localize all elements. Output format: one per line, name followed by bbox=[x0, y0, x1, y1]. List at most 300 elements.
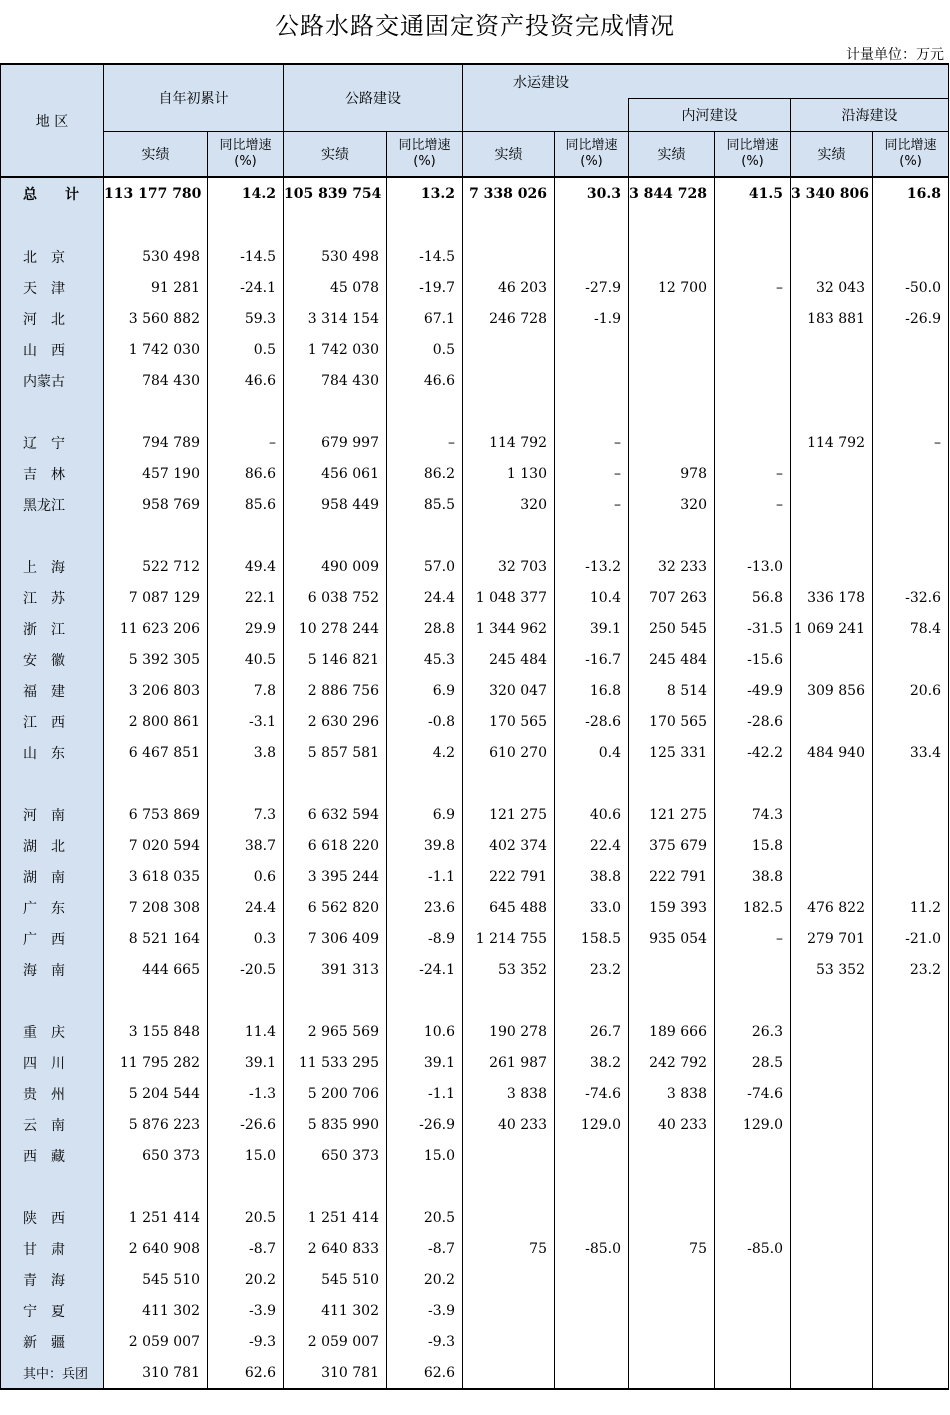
value-cell: -24.1 bbox=[208, 272, 284, 303]
value-cell: 3 560 882 bbox=[104, 303, 208, 334]
value-cell: 11 795 282 bbox=[104, 1047, 208, 1078]
value-cell: 1 251 414 bbox=[104, 1202, 208, 1233]
value-cell: -85.0 bbox=[555, 1233, 629, 1264]
value-cell bbox=[387, 520, 463, 551]
value-cell: 679 997 bbox=[284, 427, 387, 458]
value-cell bbox=[387, 210, 463, 241]
region-cell bbox=[1, 520, 104, 551]
page-title: 公路水路交通固定资产投资完成情况 bbox=[275, 12, 675, 40]
value-cell: 49.4 bbox=[208, 551, 284, 582]
region-cell: 上 海 bbox=[1, 551, 104, 582]
value-cell bbox=[208, 985, 284, 1016]
value-cell: 2 640 833 bbox=[284, 1233, 387, 1264]
value-cell: -49.9 bbox=[715, 675, 791, 706]
value-cell bbox=[284, 396, 387, 427]
value-cell bbox=[873, 520, 949, 551]
region-cell: 海 南 bbox=[1, 954, 104, 985]
value-cell bbox=[791, 1109, 873, 1140]
value-cell bbox=[873, 1109, 949, 1140]
region-cell: 新 疆 bbox=[1, 1326, 104, 1357]
subheader-actual-inland: 实绩 bbox=[629, 132, 715, 178]
value-cell: 46.6 bbox=[387, 365, 463, 396]
value-cell: 114 792 bbox=[463, 427, 555, 458]
value-cell: -9.3 bbox=[208, 1326, 284, 1357]
subheader-actual-coastal: 实绩 bbox=[791, 132, 873, 178]
value-cell: – bbox=[555, 427, 629, 458]
value-cell bbox=[873, 1140, 949, 1171]
value-cell: 40 233 bbox=[463, 1109, 555, 1140]
value-cell: 6 562 820 bbox=[284, 892, 387, 923]
subheader-growth-cumulative bbox=[208, 132, 284, 178]
value-cell: 402 374 bbox=[463, 830, 555, 861]
value-cell: 53 352 bbox=[463, 954, 555, 985]
value-cell bbox=[791, 1295, 873, 1326]
value-cell bbox=[715, 365, 791, 396]
value-cell: 7 338 026 bbox=[463, 177, 555, 210]
value-cell bbox=[104, 985, 208, 1016]
value-cell: 7 020 594 bbox=[104, 830, 208, 861]
value-cell: 13.2 bbox=[387, 177, 463, 210]
region-cell: 河 北 bbox=[1, 303, 104, 334]
table-row bbox=[1, 1016, 949, 1047]
value-cell: 246 728 bbox=[463, 303, 555, 334]
value-cell: 645 488 bbox=[463, 892, 555, 923]
value-cell bbox=[463, 985, 555, 1016]
value-cell bbox=[873, 1171, 949, 1202]
spacer-row bbox=[1, 210, 949, 241]
value-cell bbox=[555, 334, 629, 365]
value-cell: – bbox=[873, 427, 949, 458]
value-cell bbox=[873, 644, 949, 675]
value-cell: 456 061 bbox=[284, 458, 387, 489]
value-cell: -13.0 bbox=[715, 551, 791, 582]
value-cell: -1.9 bbox=[555, 303, 629, 334]
value-cell: 23.6 bbox=[387, 892, 463, 923]
value-cell: 2 059 007 bbox=[104, 1326, 208, 1357]
value-cell bbox=[284, 210, 387, 241]
value-cell: 24.4 bbox=[387, 582, 463, 613]
value-cell bbox=[715, 396, 791, 427]
value-cell bbox=[791, 1357, 873, 1389]
growth-unit: (%) bbox=[899, 154, 922, 169]
table-row bbox=[1, 334, 949, 365]
region-cell: 陕 西 bbox=[1, 1202, 104, 1233]
value-cell: 3 340 806 bbox=[791, 177, 873, 210]
value-cell: 1 742 030 bbox=[104, 334, 208, 365]
value-cell bbox=[555, 396, 629, 427]
value-cell: 4.2 bbox=[387, 737, 463, 768]
value-cell bbox=[873, 1078, 949, 1109]
value-cell: 5 857 581 bbox=[284, 737, 387, 768]
value-cell bbox=[791, 489, 873, 520]
growth-label: 同比增速 bbox=[726, 138, 779, 153]
table-row bbox=[1, 675, 949, 706]
value-cell: – bbox=[715, 458, 791, 489]
value-cell bbox=[715, 427, 791, 458]
value-cell: 59.3 bbox=[208, 303, 284, 334]
value-cell: 3 838 bbox=[463, 1078, 555, 1109]
region-cell: 山 西 bbox=[1, 334, 104, 365]
table-row bbox=[1, 1357, 949, 1389]
value-cell: 38.8 bbox=[715, 861, 791, 892]
value-cell: -14.5 bbox=[208, 241, 284, 272]
value-cell: 16.8 bbox=[555, 675, 629, 706]
table-row bbox=[1, 644, 949, 675]
value-cell: -3.9 bbox=[387, 1295, 463, 1326]
region-cell: 甘 肃 bbox=[1, 1233, 104, 1264]
value-cell: 1 130 bbox=[463, 458, 555, 489]
value-cell: 1 214 755 bbox=[463, 923, 555, 954]
value-cell: -8.9 bbox=[387, 923, 463, 954]
value-cell bbox=[791, 768, 873, 799]
region-cell: 山 东 bbox=[1, 737, 104, 768]
value-cell: 444 665 bbox=[104, 954, 208, 985]
value-cell: -16.7 bbox=[555, 644, 629, 675]
value-cell: 85.6 bbox=[208, 489, 284, 520]
value-cell: 62.6 bbox=[387, 1357, 463, 1389]
value-cell: 5 200 706 bbox=[284, 1078, 387, 1109]
value-cell bbox=[873, 210, 949, 241]
value-cell: 26.3 bbox=[715, 1016, 791, 1047]
value-cell bbox=[791, 830, 873, 861]
value-cell bbox=[873, 706, 949, 737]
table-row bbox=[1, 551, 949, 582]
header-region: 地 区 bbox=[1, 64, 104, 177]
region-cell: 宁 夏 bbox=[1, 1295, 104, 1326]
value-cell: 7 306 409 bbox=[284, 923, 387, 954]
value-cell: -9.3 bbox=[387, 1326, 463, 1357]
region-cell: 浙 江 bbox=[1, 613, 104, 644]
value-cell: 484 940 bbox=[791, 737, 873, 768]
value-cell: 38.7 bbox=[208, 830, 284, 861]
value-cell bbox=[208, 520, 284, 551]
value-cell bbox=[791, 799, 873, 830]
value-cell: 170 565 bbox=[629, 706, 715, 737]
value-cell: -8.7 bbox=[387, 1233, 463, 1264]
table-row bbox=[1, 427, 949, 458]
region-cell: 湖 北 bbox=[1, 830, 104, 861]
value-cell: 28.8 bbox=[387, 613, 463, 644]
value-cell bbox=[791, 1171, 873, 1202]
value-cell: 411 302 bbox=[104, 1295, 208, 1326]
subheader-actual-highway: 实绩 bbox=[284, 132, 387, 178]
value-cell bbox=[387, 985, 463, 1016]
value-cell: 7 208 308 bbox=[104, 892, 208, 923]
value-cell: 0.4 bbox=[555, 737, 629, 768]
value-cell: 490 009 bbox=[284, 551, 387, 582]
value-cell: -26.9 bbox=[873, 303, 949, 334]
value-cell: 250 545 bbox=[629, 613, 715, 644]
value-cell bbox=[555, 985, 629, 1016]
value-cell: 784 430 bbox=[104, 365, 208, 396]
value-cell bbox=[715, 210, 791, 241]
growth-label: 同比增速 bbox=[565, 138, 618, 153]
value-cell bbox=[873, 365, 949, 396]
value-cell: 170 565 bbox=[463, 706, 555, 737]
value-cell: 15.0 bbox=[208, 1140, 284, 1171]
value-cell: -15.6 bbox=[715, 644, 791, 675]
region-cell: 广 西 bbox=[1, 923, 104, 954]
value-cell: 15.8 bbox=[715, 830, 791, 861]
value-cell: -20.5 bbox=[208, 954, 284, 985]
subheader-growth-highway bbox=[387, 132, 463, 178]
header-inland: 内河建设 bbox=[629, 99, 791, 132]
region-cell: 总 计 bbox=[1, 177, 104, 210]
value-cell: 522 712 bbox=[104, 551, 208, 582]
region-cell bbox=[1, 210, 104, 241]
value-cell: 6 753 869 bbox=[104, 799, 208, 830]
growth-unit: (%) bbox=[234, 154, 257, 169]
value-cell bbox=[629, 1264, 715, 1295]
value-cell: 56.8 bbox=[715, 582, 791, 613]
value-cell: 8 514 bbox=[629, 675, 715, 706]
value-cell bbox=[463, 365, 555, 396]
value-cell bbox=[387, 396, 463, 427]
value-cell: 24.4 bbox=[208, 892, 284, 923]
value-cell: -31.5 bbox=[715, 613, 791, 644]
value-cell: 86.2 bbox=[387, 458, 463, 489]
value-cell: 2 800 861 bbox=[104, 706, 208, 737]
region-cell: 青 海 bbox=[1, 1264, 104, 1295]
value-cell: 222 791 bbox=[463, 861, 555, 892]
value-cell bbox=[873, 489, 949, 520]
value-cell bbox=[629, 1202, 715, 1233]
value-cell: 121 275 bbox=[463, 799, 555, 830]
value-cell: 411 302 bbox=[284, 1295, 387, 1326]
value-cell: 650 373 bbox=[284, 1140, 387, 1171]
value-cell: 22.1 bbox=[208, 582, 284, 613]
value-cell: 41.5 bbox=[715, 177, 791, 210]
value-cell: -14.5 bbox=[387, 241, 463, 272]
value-cell bbox=[873, 830, 949, 861]
growth-label: 同比增速 bbox=[219, 138, 272, 153]
value-cell: – bbox=[715, 923, 791, 954]
value-cell bbox=[715, 954, 791, 985]
value-cell: 0.3 bbox=[208, 923, 284, 954]
value-cell: 40.5 bbox=[208, 644, 284, 675]
header-highway: 公路建设 bbox=[284, 64, 463, 132]
value-cell bbox=[791, 1233, 873, 1264]
value-cell: -42.2 bbox=[715, 737, 791, 768]
value-cell: 7 087 129 bbox=[104, 582, 208, 613]
value-cell bbox=[208, 768, 284, 799]
table-row bbox=[1, 861, 949, 892]
value-cell bbox=[463, 241, 555, 272]
value-cell bbox=[791, 1326, 873, 1357]
value-cell bbox=[791, 1016, 873, 1047]
value-cell: -27.9 bbox=[555, 272, 629, 303]
value-cell: – bbox=[555, 489, 629, 520]
value-cell: 23.2 bbox=[555, 954, 629, 985]
value-cell: -85.0 bbox=[715, 1233, 791, 1264]
value-cell: 158.5 bbox=[555, 923, 629, 954]
value-cell: 14.2 bbox=[208, 177, 284, 210]
table-row bbox=[1, 830, 949, 861]
region-cell bbox=[1, 985, 104, 1016]
value-cell: 245 484 bbox=[463, 644, 555, 675]
value-cell bbox=[715, 1295, 791, 1326]
value-cell bbox=[715, 1140, 791, 1171]
value-cell: 1 069 241 bbox=[791, 613, 873, 644]
value-cell bbox=[791, 706, 873, 737]
table-row bbox=[1, 1264, 949, 1295]
value-cell bbox=[715, 303, 791, 334]
value-cell: 39.1 bbox=[555, 613, 629, 644]
value-cell bbox=[629, 1295, 715, 1326]
value-cell bbox=[629, 1171, 715, 1202]
value-cell: 105 839 754 bbox=[284, 177, 387, 210]
value-cell bbox=[555, 1295, 629, 1326]
value-cell: 39.8 bbox=[387, 830, 463, 861]
table-row bbox=[1, 799, 949, 830]
value-cell bbox=[208, 210, 284, 241]
value-cell bbox=[463, 334, 555, 365]
value-cell bbox=[463, 768, 555, 799]
region-cell: 北 京 bbox=[1, 241, 104, 272]
table-row bbox=[1, 489, 949, 520]
value-cell bbox=[104, 396, 208, 427]
value-cell: 978 bbox=[629, 458, 715, 489]
value-cell: 5 392 305 bbox=[104, 644, 208, 675]
value-cell: 129.0 bbox=[715, 1109, 791, 1140]
value-cell bbox=[555, 1326, 629, 1357]
growth-unit: (%) bbox=[580, 154, 603, 169]
value-cell bbox=[791, 241, 873, 272]
value-cell: 10 278 244 bbox=[284, 613, 387, 644]
value-cell: 1 048 377 bbox=[463, 582, 555, 613]
value-cell bbox=[463, 1326, 555, 1357]
value-cell bbox=[463, 1357, 555, 1389]
value-cell bbox=[791, 1140, 873, 1171]
value-cell: 3 155 848 bbox=[104, 1016, 208, 1047]
value-cell bbox=[629, 210, 715, 241]
value-cell: 320 bbox=[629, 489, 715, 520]
value-cell: 33.4 bbox=[873, 737, 949, 768]
table-row bbox=[1, 1047, 949, 1078]
value-cell bbox=[873, 1016, 949, 1047]
value-cell bbox=[463, 520, 555, 551]
table-row bbox=[1, 613, 949, 644]
table-row bbox=[1, 1202, 949, 1233]
value-cell: 32 703 bbox=[463, 551, 555, 582]
value-cell: 0.5 bbox=[208, 334, 284, 365]
value-cell: -74.6 bbox=[715, 1078, 791, 1109]
value-cell bbox=[555, 210, 629, 241]
value-cell: 29.9 bbox=[208, 613, 284, 644]
value-cell: 3 838 bbox=[629, 1078, 715, 1109]
value-cell bbox=[629, 520, 715, 551]
value-cell: -24.1 bbox=[387, 954, 463, 985]
value-cell: 74.3 bbox=[715, 799, 791, 830]
value-cell: 261 987 bbox=[463, 1047, 555, 1078]
value-cell: 11.2 bbox=[873, 892, 949, 923]
value-cell: 2 630 296 bbox=[284, 706, 387, 737]
value-cell bbox=[873, 1326, 949, 1357]
region-cell: 贵 州 bbox=[1, 1078, 104, 1109]
value-cell: 958 449 bbox=[284, 489, 387, 520]
value-cell: 38.8 bbox=[555, 861, 629, 892]
value-cell: 610 270 bbox=[463, 737, 555, 768]
value-cell bbox=[104, 768, 208, 799]
value-cell: 113 177 780 bbox=[104, 177, 208, 210]
value-cell bbox=[791, 1202, 873, 1233]
value-cell: -26.9 bbox=[387, 1109, 463, 1140]
value-cell: 2 640 908 bbox=[104, 1233, 208, 1264]
total-row bbox=[1, 177, 949, 210]
value-cell bbox=[555, 1171, 629, 1202]
value-cell bbox=[463, 396, 555, 427]
value-cell bbox=[284, 985, 387, 1016]
value-cell: -28.6 bbox=[715, 706, 791, 737]
value-cell: 310 781 bbox=[284, 1357, 387, 1389]
value-cell bbox=[873, 458, 949, 489]
value-cell: 320 bbox=[463, 489, 555, 520]
subheader-growth-coastal bbox=[873, 132, 949, 178]
value-cell: 62.6 bbox=[208, 1357, 284, 1389]
value-cell: 5 835 990 bbox=[284, 1109, 387, 1140]
value-cell bbox=[791, 458, 873, 489]
value-cell: 310 781 bbox=[104, 1357, 208, 1389]
value-cell bbox=[873, 799, 949, 830]
value-cell: -13.2 bbox=[555, 551, 629, 582]
value-cell bbox=[463, 1202, 555, 1233]
value-cell bbox=[555, 241, 629, 272]
value-cell: 86.6 bbox=[208, 458, 284, 489]
value-cell: 530 498 bbox=[284, 241, 387, 272]
growth-label: 同比增速 bbox=[398, 138, 451, 153]
value-cell: -1.1 bbox=[387, 1078, 463, 1109]
value-cell: 23.2 bbox=[873, 954, 949, 985]
value-cell bbox=[873, 1233, 949, 1264]
value-cell bbox=[791, 1047, 873, 1078]
value-cell: -0.8 bbox=[387, 706, 463, 737]
value-cell: 159 393 bbox=[629, 892, 715, 923]
value-cell bbox=[629, 1140, 715, 1171]
header-cumulative: 自年初累计 bbox=[104, 64, 284, 132]
value-cell bbox=[387, 1171, 463, 1202]
unit-label: 计量单位：万元 bbox=[846, 47, 944, 63]
value-cell: 476 822 bbox=[791, 892, 873, 923]
value-cell: 12 700 bbox=[629, 272, 715, 303]
subheader-growth-inland bbox=[715, 132, 791, 178]
value-cell bbox=[463, 1171, 555, 1202]
value-cell: -19.7 bbox=[387, 272, 463, 303]
value-cell: -1.3 bbox=[208, 1078, 284, 1109]
value-cell: 375 679 bbox=[629, 830, 715, 861]
value-cell bbox=[555, 1140, 629, 1171]
value-cell bbox=[629, 985, 715, 1016]
spacer-row bbox=[1, 396, 949, 427]
value-cell bbox=[104, 210, 208, 241]
value-cell: 457 190 bbox=[104, 458, 208, 489]
value-cell: 183 881 bbox=[791, 303, 873, 334]
value-cell: 125 331 bbox=[629, 737, 715, 768]
value-cell: 545 510 bbox=[104, 1264, 208, 1295]
growth-unit: (%) bbox=[413, 154, 436, 169]
value-cell: 78.4 bbox=[873, 613, 949, 644]
value-cell: 2 059 007 bbox=[284, 1326, 387, 1357]
value-cell: 3 395 244 bbox=[284, 861, 387, 892]
value-cell: 245 484 bbox=[629, 644, 715, 675]
value-cell: 5 146 821 bbox=[284, 644, 387, 675]
value-cell bbox=[873, 1047, 949, 1078]
value-cell bbox=[208, 396, 284, 427]
value-cell: 320 047 bbox=[463, 675, 555, 706]
value-cell bbox=[791, 644, 873, 675]
value-cell bbox=[629, 365, 715, 396]
value-cell: -8.7 bbox=[208, 1233, 284, 1264]
value-cell: 5 204 544 bbox=[104, 1078, 208, 1109]
